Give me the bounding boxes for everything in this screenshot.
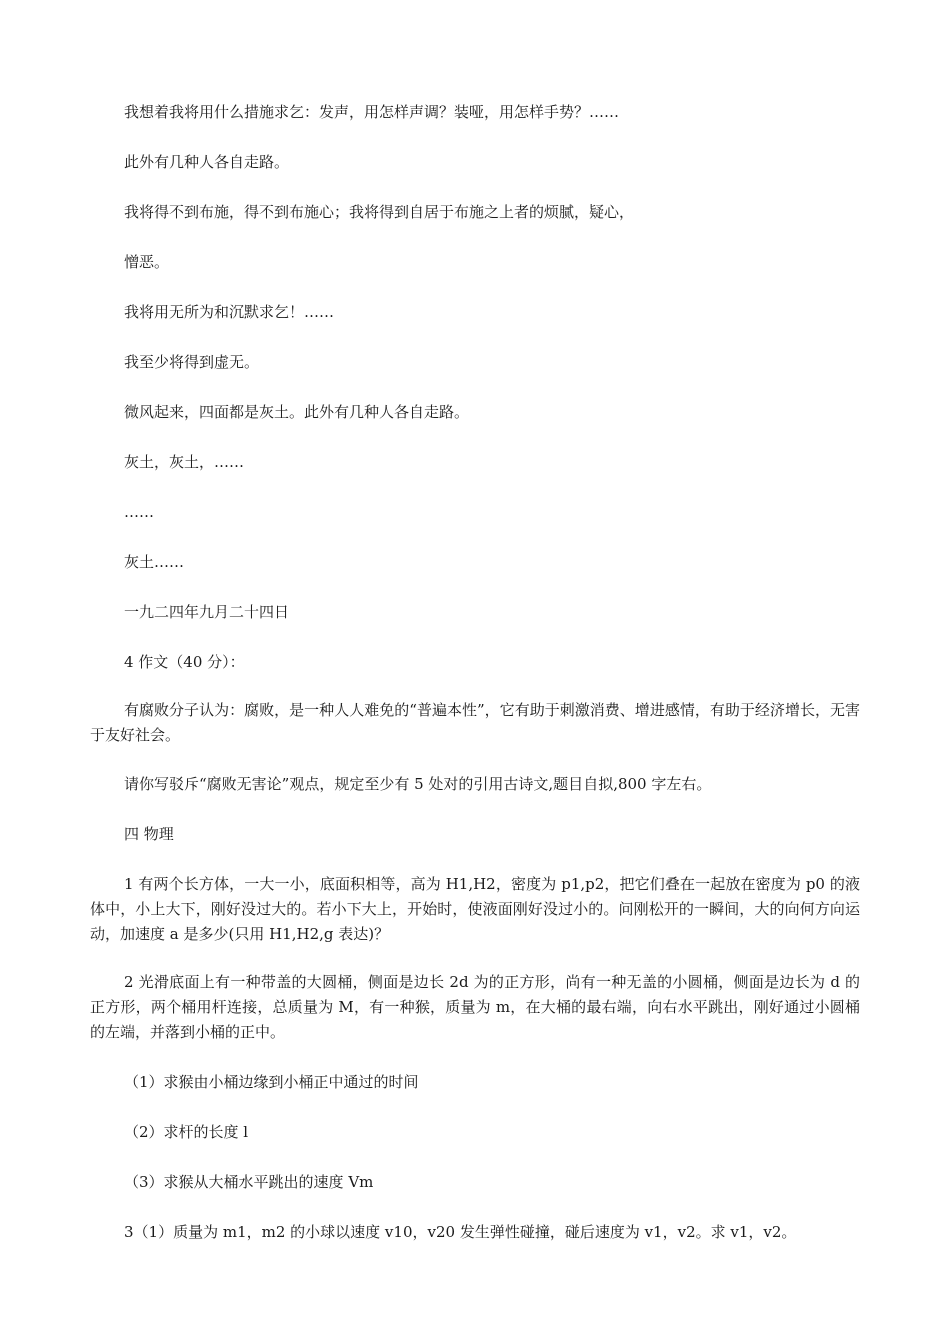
question: 2 光滑底面上有一种带盖的大圆桶，侧面是边长 2d 为的正方形，尚有一种无盖的小圆桶，侧面是边长为 d 的正方形，两个桶用杆连接，总质量为 M，有一种猴，质量为 m，在大桶的最右端，向右水平跳出，刚好通过小圆桶的左端，并落到小桶的正中。: [90, 973, 860, 1041]
paragraph: 我想着我将用什么措施求乞：发声，用怎样声调？装哑，用怎样手势？……: [124, 103, 620, 121]
date-line: 一九二四年九月二十四日: [124, 603, 290, 621]
paragraph: 微风起来，四面都是灰土。此外有几种人各自走路。: [124, 403, 470, 421]
sub-question: （3）求猴从大桶水平跳出的速度 Vm: [124, 1173, 374, 1191]
paragraph: 请你写驳斥“腐败无害论”观点，规定至少有 5 处对的引用古诗文,题目自拟,800 字左右。: [124, 775, 712, 793]
paragraph: 有腐败分子认为：腐败，是一种人人难免的“普遍本性”，它有助于刺激消费、增进感情，有助于经济增长，无害于友好社会。: [90, 701, 860, 744]
sub-question: （2）求杆的长度 l: [124, 1123, 249, 1141]
question: 3（1）质量为 m1，m2 的小球以速度 v10，v20 发生弹性碰撞，碰后速度为 v1，v2。求 v1，v2。: [124, 1223, 797, 1241]
sub-question: （1）求猴由小桶边缘到小桶正中通过的时间: [124, 1073, 419, 1091]
paragraph: 憎恶。: [124, 253, 170, 271]
section-heading: 四 物理: [124, 825, 174, 843]
paragraph: 此外有几种人各自走路。: [124, 153, 290, 171]
paragraph: 灰土……: [124, 553, 185, 571]
paragraph: ……: [124, 503, 154, 521]
section-heading: 4 作文（40 分）：: [124, 653, 245, 671]
paragraph: 我至少将得到虚无。: [124, 353, 260, 371]
paragraph: 我将得不到布施，得不到布施心；我将得到自居于布施之上者的烦腻，疑心，: [124, 203, 635, 221]
question: 1 有两个长方体，一大一小，底面积相等，高为 H1,H2，密度为 p1,p2，把它们叠在一起放在密度为 p0 的液体中，小上大下，刚好没过大的。若小下大上，开始时，使液面刚好没过小的。问刚松开的一瞬间，大的向何方向运动，加速度 a 是多少(只用 H1,H2,g 表达)？: [90, 875, 860, 943]
paragraph: 我将用无所为和沉默求乞！……: [124, 303, 335, 321]
paragraph: 灰土，灰土，……: [124, 453, 245, 471]
